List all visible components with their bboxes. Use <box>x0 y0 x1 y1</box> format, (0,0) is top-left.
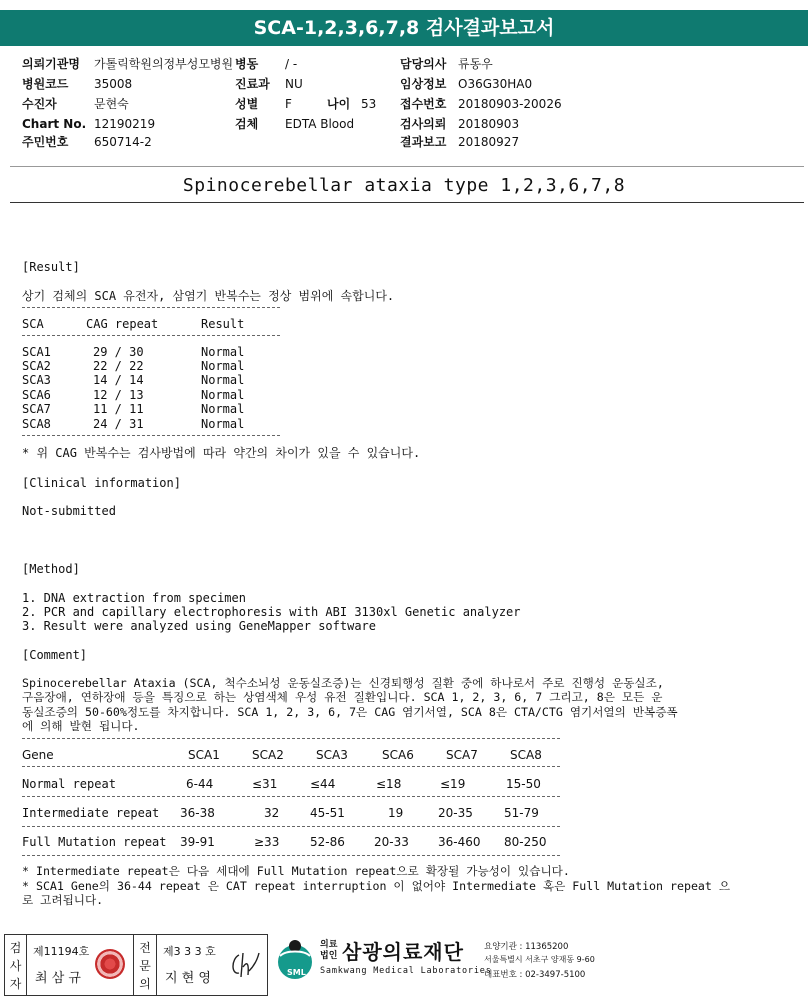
result-col-cag: CAG repeat <box>86 317 159 331</box>
clinical-text: Not-submitted <box>22 504 116 518</box>
result-table-rule-top <box>22 307 280 308</box>
result-summary: 상기 검체의 SCA 유전자, 삼염기 반복수는 정상 범위에 속합니다. <box>22 289 395 303</box>
method-line-3: 3. Result were analyzed using GeneMapper software <box>22 619 377 633</box>
hospital-row: 의뢰기관명 가톨릭학원의정부성모병원 <box>22 57 234 71</box>
dept-row: 진료과 NU <box>235 77 303 91</box>
result-note: * 위 CAG 반복수는 검사방법에 따라 약간의 차이가 있을 수 있습니다. <box>22 446 421 460</box>
main-title: Spinocerebellar ataxia type 1,2,3,6,7,8 <box>182 175 626 196</box>
ward-row: 병동 / - <box>235 57 298 71</box>
org-name: 삼광의료재단 <box>342 940 464 964</box>
comment-line-3: 동실조증의 50-60%정도를 차지합니다. SCA 1, 2, 3, 6, 7은 CAG 염기서열, SCA 8은 CTA/CTG 염기서열의 반복증폭 <box>22 705 678 719</box>
sex-row: 성별 F 나이 53 <box>235 97 377 111</box>
method-line-1: 1. DNA extraction from specimen <box>22 591 246 605</box>
examiner-seal-icon <box>95 949 125 979</box>
comment-note-2: * SCA1 Gene의 36-44 repeat 은 CAT repeat interruption 이 없어야 Intermediate 혹은 Full Mutation repeat 으 <box>22 879 731 893</box>
result-heading: [Result] <box>22 260 80 274</box>
result-col-result: Result <box>201 317 245 331</box>
title-underline <box>10 202 804 203</box>
signature-box <box>4 934 268 996</box>
org-english-name: Samkwang Medical Laboratories <box>320 966 492 976</box>
sml-logo-text: SML <box>287 968 306 977</box>
comment-heading: [Comment] <box>22 648 88 662</box>
examiner-label: 검사자 <box>5 935 27 995</box>
request-date-row: 검사의뢰 20180903 <box>400 117 520 131</box>
specialist-label: 전문의 <box>133 935 157 995</box>
examiner-license: 제11194호 <box>33 945 90 958</box>
comment-line-2: 구음장애, 연하장애 등을 특징으로 하는 상염색체 우성 유전 질환입니다. SCA 1, 2, 3, 6, 7 그리고, 8은 모든 운 <box>22 690 663 704</box>
report-title-bar <box>0 10 808 46</box>
info-divider <box>10 166 804 167</box>
specimen-row: 검체 EDTA Blood <box>235 117 355 131</box>
chart-row: Chart No. 12190219 <box>22 117 156 131</box>
signature-icon <box>227 947 263 983</box>
clinical-heading: [Clinical information] <box>22 476 181 490</box>
report-date-row: 결과보고 20180927 <box>400 135 520 149</box>
patient-row: 수진자 문현숙 <box>22 97 129 111</box>
result-table-rule-mid <box>22 335 280 336</box>
clinical-info-row: 임상정보 O36G30HA0 <box>400 77 533 91</box>
specialist-name: 지 현 영 <box>165 971 211 986</box>
result-table-rule-bottom <box>22 435 280 436</box>
reception-row: 접수번호 20180903-20026 <box>400 97 562 111</box>
method-heading: [Method] <box>22 562 80 576</box>
comment-note-1: * Intermediate repeat은 다음 세대에 Full Mutation repeat으로 확장될 가능성이 있습니다. <box>22 864 570 878</box>
org-phone: 대표번호 : 02-3497-5100 <box>484 970 586 980</box>
report-title: SCA-1,2,3,6,7,8 검사결과보고서 <box>253 17 555 39</box>
specialist-license: 제3 3 3 호 <box>163 945 216 958</box>
hosp-code-row: 병원코드 35008 <box>22 77 133 91</box>
org-prefix: 의료 법인 <box>320 940 338 961</box>
doctor-row: 담당의사 류동우 <box>400 57 493 71</box>
result-col-sca: SCA <box>22 317 44 331</box>
examiner-name: 최 삼 규 <box>35 971 81 986</box>
resident-row: 주민번호 650714-2 <box>22 135 152 149</box>
org-address: 서울특별시 서초구 양재동 9-60 <box>484 955 595 964</box>
comment-line-1: Spinocerebellar Ataxia (SCA, 척수소뇌성 운동실조증)는 신경퇴행성 질환 중에 하나로서 주로 진행성 운동실조, <box>22 676 664 690</box>
comment-note-3: 로 고려됩니다. <box>22 893 104 907</box>
comment-line-4: 에 의해 발현 됩니다. <box>22 719 140 733</box>
org-registration: 요양기관 : 11365200 <box>484 942 569 952</box>
method-line-2: 2. PCR and capillary electrophoresis with ABI 3130xl Genetic analyzer <box>22 605 521 619</box>
